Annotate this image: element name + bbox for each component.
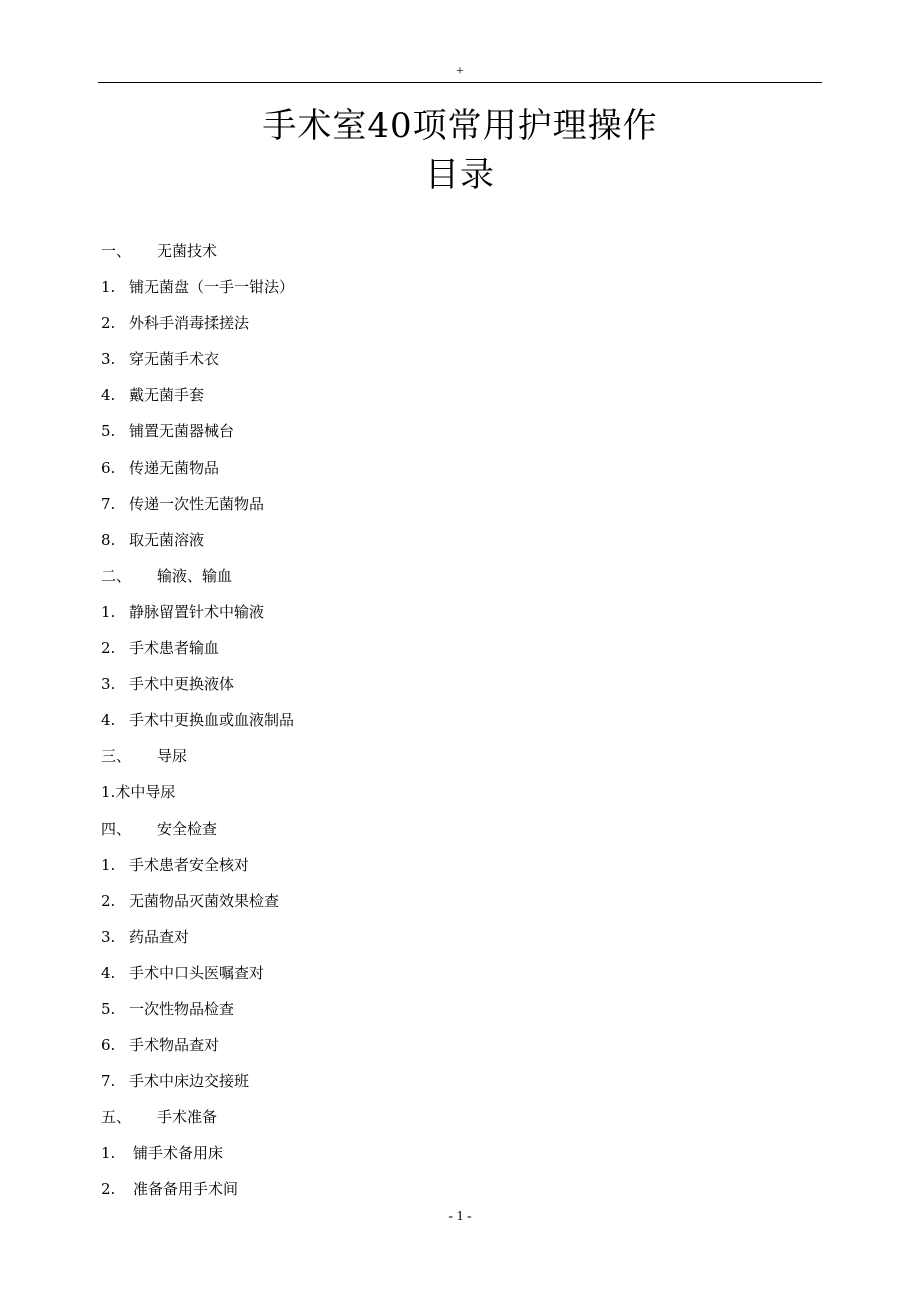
toc-number: 2. [101,1180,116,1199]
toc-number: 2. [101,314,116,333]
toc-item [101,598,821,634]
toc-number: 1. [101,855,116,874]
toc-item [101,1031,821,1067]
toc-text: 铺无菌盘（一手一钳法） [129,278,295,297]
toc-text: 一次性物品检查 [129,999,235,1018]
toc-item [101,490,821,526]
toc-number: 二、 [101,566,132,585]
toc-item [101,1067,821,1103]
table-of-contents [101,237,821,1212]
toc-number: 3. [101,675,116,694]
toc-number: 8. [101,530,116,549]
toc-text: 手术中床边交接班 [129,1072,250,1091]
toc-number: 四、 [101,819,132,838]
toc-number: 4. [101,711,116,730]
toc-section-heading [101,742,821,778]
toc-item [101,959,821,995]
toc-text: 手术患者安全核对 [129,855,250,874]
page-number: - 1 - [448,1209,472,1224]
document-subtitle: 目录 [425,155,495,195]
header-mark: + [456,64,464,79]
header-rule [98,82,822,83]
toc-text: 外科手消毒揉搓法 [129,314,250,333]
toc-item [101,417,821,453]
toc-number: 2. [101,639,116,658]
toc-text: 手术中更换液体 [129,675,235,694]
toc-text: 手术中口头医嘱查对 [129,963,265,982]
toc-number: 1. [101,1144,116,1163]
toc-text: 铺手术备用床 [133,1144,224,1163]
toc-number: 1. [101,783,116,802]
toc-text: 术中导尿 [115,783,176,802]
toc-number: 7. [101,494,116,513]
toc-text: 静脉留置针术中输液 [129,602,265,621]
toc-text: 戴无菌手套 [129,386,205,405]
toc-number: 4. [101,963,116,982]
toc-number: 6. [101,458,116,477]
toc-text: 导尿 [157,747,188,766]
toc-number: 6. [101,1036,116,1055]
toc-number: 7. [101,1072,116,1091]
document-title: 手术室40项常用护理操作 [262,106,658,146]
toc-text: 手术准备 [157,1108,218,1127]
toc-item [101,273,821,309]
toc-text: 手术中更换血或血液制品 [129,711,295,730]
toc-section-heading [101,1103,821,1139]
toc-item [101,1175,821,1211]
toc-item [101,381,821,417]
toc-item [101,995,821,1031]
toc-text: 准备备用手术间 [133,1180,239,1199]
toc-number: 五、 [101,1108,132,1127]
toc-number: 一、 [101,242,132,260]
toc-number: 1. [101,278,116,297]
toc-section-heading [101,562,821,598]
toc-item [101,1139,821,1175]
toc-text: 手术物品查对 [129,1036,220,1055]
toc-text: 取无菌溶液 [129,530,205,549]
toc-section-heading [101,815,821,851]
toc-item [101,345,821,381]
toc-text: 传递一次性无菌物品 [129,494,265,513]
toc-text: 手术患者输血 [129,639,220,658]
toc-text: 无菌技术 [157,242,218,260]
toc-item [101,634,821,670]
toc-number: 5. [101,999,116,1018]
toc-text: 穿无菌手术衣 [129,350,220,369]
toc-text: 铺置无菌器械台 [129,422,235,441]
toc-number: 4. [101,386,116,405]
toc-number: 三、 [101,747,132,766]
toc-text: 安全检查 [157,819,218,838]
toc-item [101,887,821,923]
toc-text: 无菌物品灭菌效果检查 [129,891,280,910]
toc-number: 3. [101,350,116,369]
toc-number: 3. [101,927,116,946]
toc-item [101,309,821,345]
toc-item [101,706,821,742]
toc-text: 输液、输血 [157,566,233,585]
toc-section-heading [101,237,821,273]
toc-item [101,526,821,562]
toc-text: 药品查对 [129,927,190,946]
toc-number: 5. [101,422,116,441]
toc-number: 1. [101,602,116,621]
toc-text: 传递无菌物品 [129,458,220,477]
toc-item [101,778,821,814]
toc-item [101,923,821,959]
toc-item [101,851,821,887]
toc-item [101,670,821,706]
toc-number: 2. [101,891,116,910]
toc-item [101,454,821,490]
